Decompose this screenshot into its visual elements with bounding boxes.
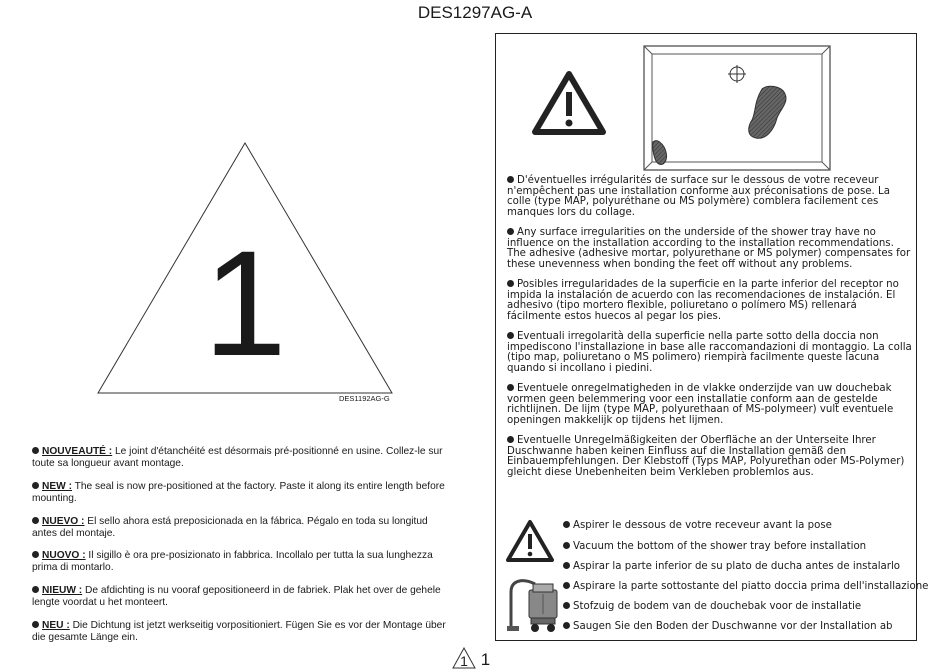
bullet-icon (507, 332, 514, 339)
note-it: NUOVO : Il sigillo è ora pre-posizionato in fabbrica. Incollalo per tutta la sua lunghezza prima di montarlo. (32, 550, 433, 573)
step-it: Aspirare la parte sottostante del piatto doccia prima dell'installazione (563, 581, 928, 593)
bullet-icon (563, 562, 570, 569)
step-fr: Aspirer le dessous de votre receveur avant la pose (563, 520, 832, 532)
document-code: DES1297AG-A (417, 3, 533, 22)
reference-code: DES1192AG-G (339, 394, 390, 403)
step-number: 1 (203, 219, 287, 387)
bullet-icon (563, 542, 570, 549)
bullet-icon (563, 582, 570, 589)
paragraph-nl: Eventuele onregelmatigheden in de vlakke onderzijde van uw douchebak vormen geen belemmering voor een installatie conform aan de gestelde richtlijnen. De lijm (type MAP, polyurethaan of MS-polymeer) vult eventuele openingen makkelijk op tijdens het lijmen. (507, 383, 894, 426)
paragraph-de: Eventuelle Unregelmäßigkeiten der Oberfläche an der Unterseite Ihrer Duschwanne haben keinen Einfluss auf die Installation gemäß den Einbauempfehlungen. Der Klebstoff (Typs MAP, Polyurethan oder MS-Polymer) gleicht diese Unebenheiten beim Verkleben problemlos aus. (507, 435, 905, 478)
svg-text:1: 1 (460, 653, 468, 669)
bullet-icon (507, 228, 514, 235)
step-triangle-icon (95, 140, 395, 396)
bullet-icon (563, 602, 570, 609)
note-de: NEU : Die Dichtung ist jetzt werkseitig vorpositioniert. Fügen Sie es vor der Montage über die gesamte Länge ein. (32, 620, 446, 643)
step-de: Saugen Sie den Boden der Duschwanne vor der Installation ab (563, 621, 893, 633)
bullet-icon (563, 622, 570, 629)
bullet-icon (563, 521, 570, 528)
bullet-icon (32, 586, 39, 593)
page-number (452, 647, 490, 670)
note-es: NUEVO : El sello ahora está preposicionada en la fábrica. Pégalo en toda su longitud antes del montaje. (32, 516, 428, 539)
bullet-icon (32, 621, 39, 628)
bullet-icon (507, 436, 514, 443)
bullet-icon (507, 384, 514, 391)
warning-icon (505, 519, 555, 563)
shower-tray-underside-illustration (642, 44, 832, 172)
step-triangle-icon (452, 647, 476, 669)
paragraph-fr: D'éventuelles irrégularités de surface sur le dessous de votre receveur n'empêchent pas une installation conforme aux préconisations de pose. La colle (type MAP, polyuréthane ou MS polymère) comblera facilement ces manques lors du collage. (507, 175, 890, 218)
note-nl: NIEUW : De afdichting is nu vooraf gepositioneerd in de fabriek. Plak het over de gehele lengte voordat u het monteert. (32, 585, 441, 608)
paragraph-en: Any surface irregularities on the underside of the shower tray have no influence on the installation according to the installation recommendations. The adhesive (adhesive mortar, polyurethane or MS polymer) compensates for these unevenness when bonding the feet off without any problems. (507, 227, 911, 270)
bullet-icon (32, 447, 39, 454)
warning-icon (531, 70, 607, 136)
bullet-icon (32, 482, 39, 489)
note-en: NEW : The seal is now pre-positioned at the factory. Paste it along its entire length before mounting. (32, 481, 445, 504)
bullet-icon (507, 280, 514, 287)
paragraph-it: Eventuali irregolarità della superficie nella parte sotto della doccia non impediscono l'installazione in base alle raccomandazioni di montaggio. La colla (tipo map, poliuretano o MS polimero) riempirà facilmente queste lacuna quando si incollano i piedini. (507, 331, 912, 374)
step-nl: Stofzuig de bodem van de douchebak voor de installatie (563, 601, 861, 613)
step-es: Aspirar la parte inferior de su plato de ducha antes de instalarlo (563, 561, 900, 573)
paragraph-es: Posibles irregularidades de la superficie en la parte inferior del receptor no impida la instalación de acuerdo con las recomendaciones de instalación. El adhesivo (tipo mortero flexible, poliuretano o polímero MS) rellenará fácilmente estos huecos al pegar los pies. (507, 279, 899, 322)
vacuum-cleaner-icon (505, 570, 563, 634)
bullet-icon (32, 517, 39, 524)
note-fr: NOUVEAUTÉ : Le joint d'étanchéité est désormais pré-positionné en usine. Collez-le sur toute sa longueur avant montage. (32, 446, 443, 469)
bullet-icon (32, 551, 39, 558)
step-en: Vacuum the bottom of the shower tray before installation (563, 541, 866, 553)
page-number-text: 1 (480, 650, 491, 669)
bullet-icon (507, 176, 514, 183)
